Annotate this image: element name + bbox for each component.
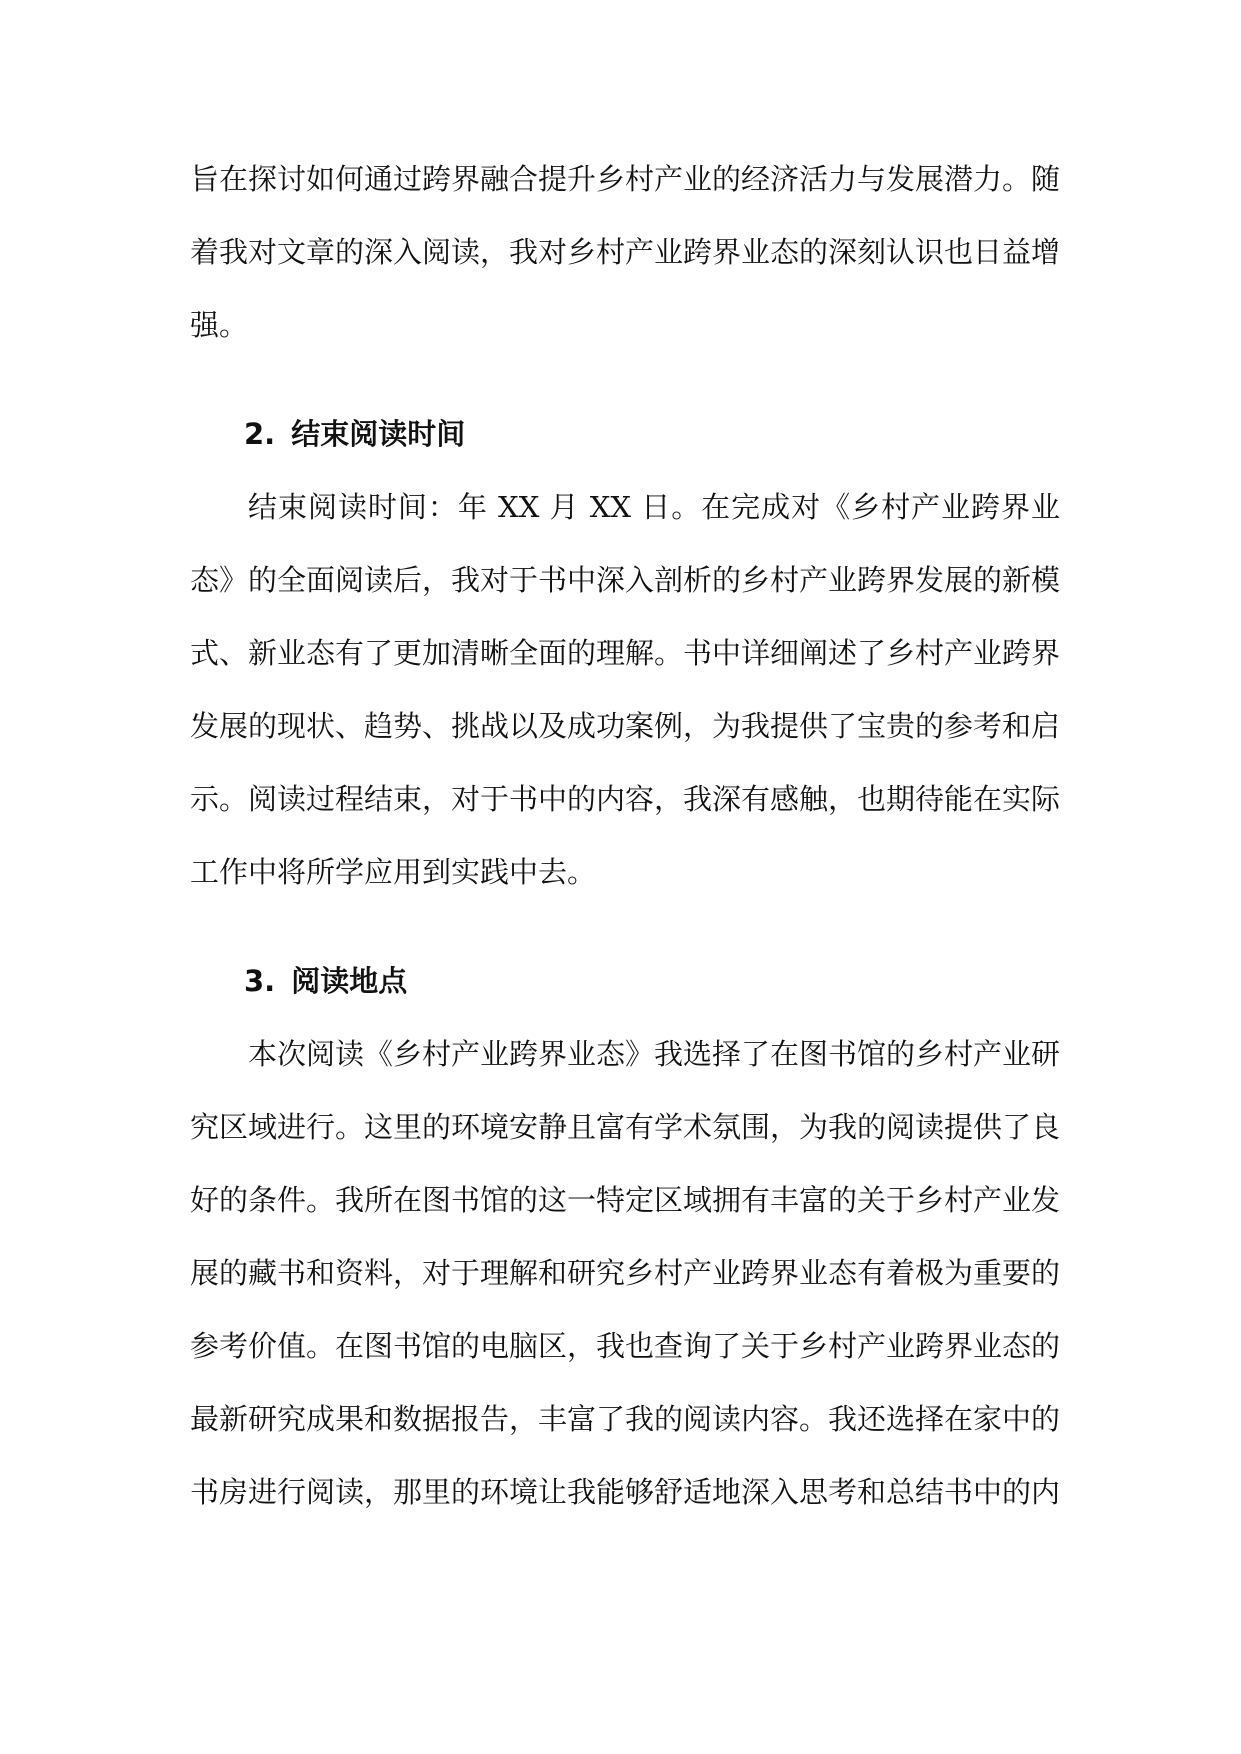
section-heading-end-time [190,398,1060,471]
section-title: 阅读地点 [291,964,408,998]
section-spacer [190,362,1060,398]
section-spacer [190,909,1060,945]
section-number: 3. [244,964,276,998]
intro-paragraph: 旨在探讨如何通过跨界融合提升乡村产业的经济活力与发展潜力。随着我对文章的深入阅读，我对乡村产业跨界业态的深刻认识也日益增强。 [190,162,1061,342]
section-heading-location [190,945,1060,1018]
section-paragraph-end-time: 结束阅读时间：年 XX 月 XX 日。在完成对《乡村产业跨界业态》的全面阅读后，我对于书中深入剖析的乡村产业跨界发展的新模式、新业态有了更加清晰全面的理解。书中详细阐述了乡村产业跨界发展的现状、趋势、挑战以及成功案例，为我提供了宝贵的参考和启示。阅读过程结束，对于书中的内容，我深有感触，也期待能在实际工作中将所学应用到实践中去。 [190,490,1061,889]
section-number: 2. [244,417,276,451]
section-paragraph-location: 本次阅读《乡村产业跨界业态》我选择了在图书馆的乡村产业研究区域进行。这里的环境安静且富有学术氛围，为我的阅读提供了良好的条件。我所在图书馆的这一特定区域拥有丰富的关于乡村产业发展的藏书和资料，对于理解和研究乡村产业跨界业态有着极为重要的参考价值。在图书馆的电脑区，我也查询了关于乡村产业跨界业态的最新研究成果和数据报告，丰富了我的阅读内容。我还选择在家中的书房进行阅读，那里的环境让我能够舒适地深入思考和总结书中的内 [190,1037,1061,1509]
section-title: 结束阅读时间 [291,417,466,451]
document-body [190,143,1060,1529]
